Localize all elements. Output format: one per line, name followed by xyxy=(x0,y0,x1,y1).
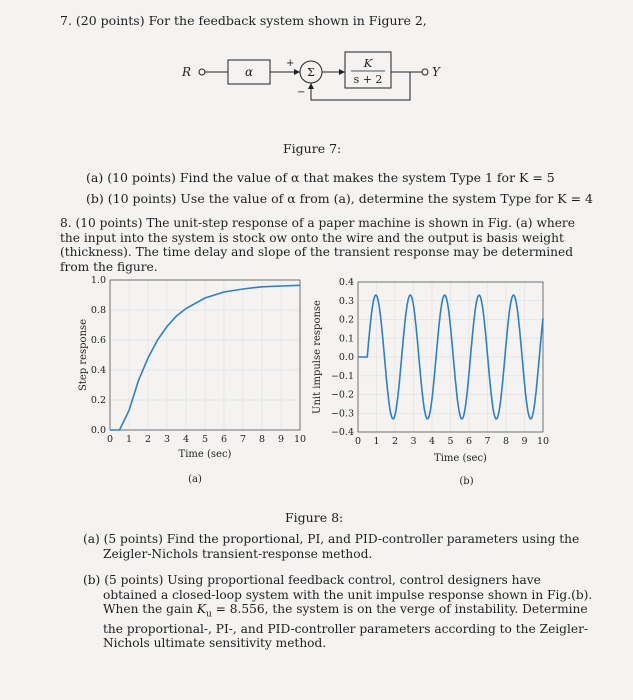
y-tick-label: 0.6 xyxy=(90,335,106,346)
q8-points: (10 points) xyxy=(75,216,143,230)
x-tick-label: 5 xyxy=(201,434,209,445)
x-tick-label: 2 xyxy=(391,436,399,447)
x-tick-label: 2 xyxy=(144,434,152,445)
x-tick-label: 0 xyxy=(354,436,362,447)
output-label: Y xyxy=(432,65,440,79)
plant-numerator: K xyxy=(363,56,373,70)
x-tick-label: 4 xyxy=(428,436,436,447)
y-tick-label: −0.3 xyxy=(330,408,354,420)
x-tick-label: 9 xyxy=(277,434,285,445)
feedback-arrow xyxy=(308,83,314,89)
input-label: R xyxy=(182,65,192,79)
y-tick-label: 0.2 xyxy=(338,314,354,326)
x-tick-label: 0 xyxy=(106,434,114,445)
chart-a-ylabel: Step response xyxy=(78,318,89,392)
q8b-text-before: Using proportional feedback control, control designers have obtained a closed-loop system with the unit impulse response shown in Fig.(b). When the gain xyxy=(103,573,593,616)
q7b-text: Use the value of α from (a), determine the system Type for K = 4 xyxy=(180,191,593,206)
chart-b-grid xyxy=(358,282,543,432)
x-tick-label: 6 xyxy=(465,436,473,447)
q7-text: For the feedback system shown in Figure 2, xyxy=(148,13,427,28)
block-diagram xyxy=(170,40,460,110)
chart-b-ylabel: Unit impulse response xyxy=(312,300,323,414)
figure7-caption: Figure 7: xyxy=(283,141,342,156)
plant-arrow xyxy=(339,69,345,75)
output-node xyxy=(422,69,428,75)
chart-a-panel-label: (a) xyxy=(188,474,202,485)
y-tick-label: −0.2 xyxy=(330,389,354,401)
chart-b-panel-label: (b) xyxy=(459,476,474,487)
chart-b-xlabel: Time (sec) xyxy=(434,453,487,464)
y-tick-label: 0.8 xyxy=(90,305,106,316)
q8b-label: (b) xyxy=(83,573,101,587)
step-response-chart xyxy=(70,270,315,510)
sum-arrow xyxy=(294,69,300,75)
y-tick-label: −0.1 xyxy=(330,370,354,382)
q8-part-b xyxy=(83,573,593,651)
y-tick-label: 0.4 xyxy=(338,277,354,288)
q7-points: (20 points) xyxy=(75,13,145,28)
x-tick-label: 7 xyxy=(239,434,247,445)
sum-symbol: Σ xyxy=(307,66,315,79)
chart-a-xlabel: Time (sec) xyxy=(178,449,232,460)
y-tick-label: 0.2 xyxy=(90,395,106,406)
q7-heading xyxy=(60,13,427,28)
plus-sign: + xyxy=(286,58,295,69)
y-tick-label: 0.4 xyxy=(90,365,106,376)
y-tick-label: 1.0 xyxy=(90,275,106,286)
x-tick-label: 9 xyxy=(521,436,528,447)
q8a-text: Find the proportional, PI, and PID-controller parameters using the Zeigler-Nichols transient-response method. xyxy=(103,532,580,561)
x-tick-label: 7 xyxy=(484,436,491,447)
plant-denominator: s + 2 xyxy=(353,73,383,86)
chart-a-ticks xyxy=(91,275,306,445)
q7b-points: (10 points) xyxy=(107,191,177,206)
y-tick-label: 0.0 xyxy=(90,425,106,436)
x-tick-label: 3 xyxy=(410,436,417,447)
q8-number: 8. xyxy=(60,216,72,230)
q8-body xyxy=(60,216,580,274)
q7-number: 7. xyxy=(60,13,72,28)
q8-part-a xyxy=(83,532,593,561)
x-tick-label: 1 xyxy=(373,436,380,447)
impulse-response-chart xyxy=(308,270,558,510)
x-tick-label: 3 xyxy=(163,434,171,445)
x-tick-label: 6 xyxy=(220,434,228,445)
figure8-caption: Figure 8: xyxy=(285,510,344,525)
q7-part-b xyxy=(86,191,593,206)
ku-value: = 8.556, xyxy=(215,602,269,616)
q8b-points: (5 points) xyxy=(104,573,164,587)
y-tick-label: −0.4 xyxy=(330,427,354,438)
gain-label: α xyxy=(244,65,254,79)
q7-part-a xyxy=(86,170,555,185)
q8b-text-after: the system is on the verge of instability. Determine the proportional-, PI-, and PID-controller parameters according to the Zeigler-Nichols ultimate sensitivity method. xyxy=(103,602,589,651)
q7a-text: Find the value of α that makes the system Type 1 for K = 5 xyxy=(179,170,555,185)
input-node xyxy=(199,69,205,75)
y-tick-label: 0.0 xyxy=(338,352,354,363)
x-tick-label: 10 xyxy=(293,434,307,445)
x-tick-label: 10 xyxy=(536,436,550,447)
y-tick-label: 0.1 xyxy=(338,333,354,345)
q8a-label: (a) xyxy=(83,532,100,546)
x-tick-label: 8 xyxy=(502,436,510,447)
x-tick-label: 1 xyxy=(125,434,133,445)
q8a-points: (5 points) xyxy=(103,532,163,546)
x-tick-label: 4 xyxy=(182,434,190,445)
ku-symbol: K xyxy=(196,602,206,616)
x-tick-label: 5 xyxy=(447,436,454,447)
y-tick-label: 0.3 xyxy=(338,295,354,307)
chart-a-grid xyxy=(110,280,300,430)
q7a-points: (10 points) xyxy=(107,170,176,185)
q8-text: The unit-step response of a paper machine is shown in Fig. (a) where the input into the system is stock ow onto the wire and the output is basis weight (thickness). The time delay and slope of the transient response may be determined from the figure. xyxy=(60,216,575,274)
minus-sign: − xyxy=(297,87,306,98)
q7a-label: (a) xyxy=(86,170,104,185)
x-tick-label: 8 xyxy=(258,434,266,445)
q7b-label: (b) xyxy=(86,191,104,206)
ku-subscript: u xyxy=(205,609,212,620)
